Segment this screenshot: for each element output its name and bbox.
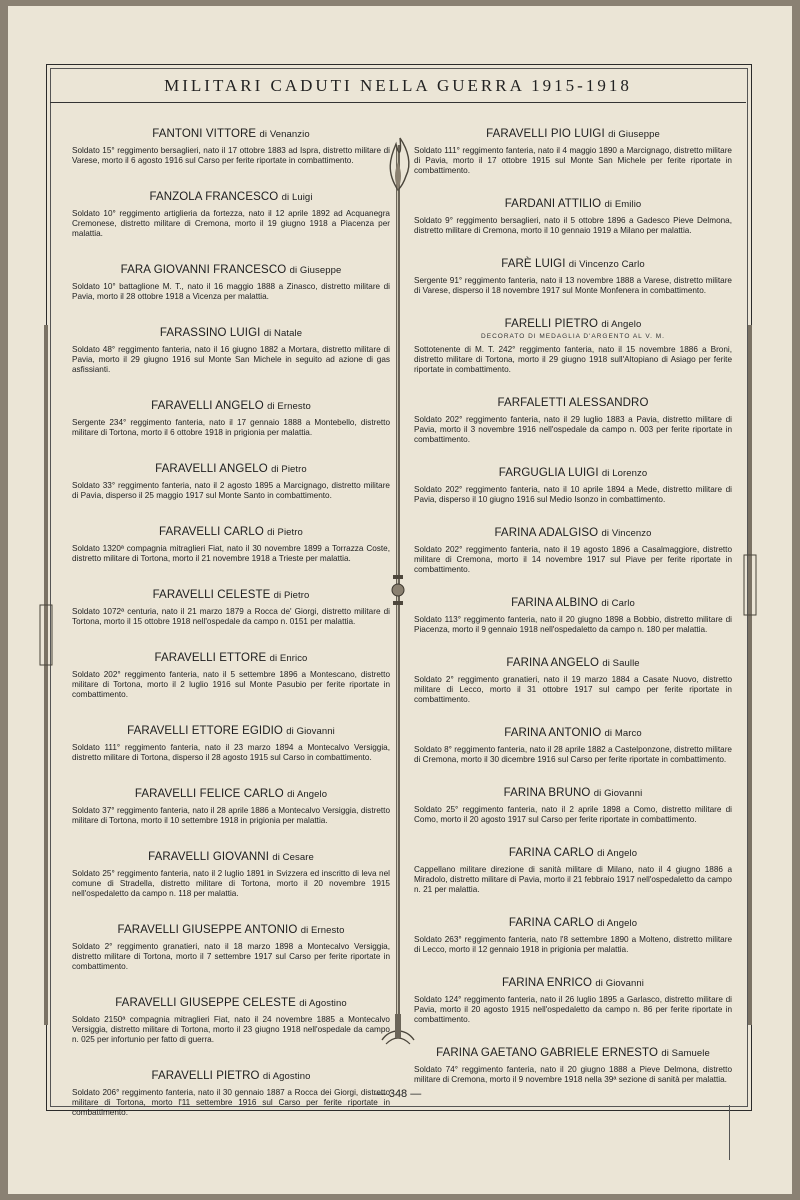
entry	[72, 924, 390, 972]
entry-text: Cappellano militare direzione di sanità militare di Milano, nato il 4 giugno 1886 a Miradolo, distretto militare di Pavia, morto il 21 febbraio 1917 nell'ospedaletto da campo n. 21 per malattia.	[414, 865, 732, 894]
entry-patronymic: di Vincenzo	[601, 528, 652, 539]
entry-surname: FARAVELLI GIUSEPPE ANTONIO	[117, 924, 298, 936]
entry-surname: FARINA BRUNO	[503, 787, 591, 799]
entry-surname: FARGUGLIA LUIGI	[498, 467, 599, 479]
entry-text: Soldato 15° reggimento bersaglieri, nato il 17 ottobre 1883 ad Ispra, distretto militare di Varese, morto il 6 agosto 1916 sul Carso per ferite riportate in combattimento.	[72, 146, 390, 165]
entry-name	[72, 725, 390, 737]
entry-surname: FARELLI PIETRO	[504, 318, 599, 330]
entry-surname: FARAVELLI CELESTE	[152, 589, 271, 601]
entry-name	[72, 851, 390, 863]
entry-name	[72, 1070, 390, 1082]
right-side-ornament	[740, 325, 760, 1025]
entry-surname: FARINA CARLO	[508, 847, 594, 859]
entry-text: Soldato 33° reggimento fanteria, nato il 2 agosto 1895 a Marcignago, distretto militare di Pavia, disperso il 25 maggio 1917 sul Monte Santo in combattimento.	[72, 481, 390, 500]
entry-surname: FARINA ANTONIO	[504, 727, 602, 739]
entry	[72, 851, 390, 899]
entry-patronymic: di Carlo	[601, 598, 635, 609]
left-column	[72, 128, 390, 1143]
entry	[414, 597, 732, 635]
entry-text: Soldato 2° reggimento granatieri, nato il 19 marzo 1884 a Casate Nuovo, distretto militare di Lecco, morto il 31 ottobre 1917 sul campo per ferite riportate in combattimento.	[414, 675, 732, 704]
entry-patronymic: di Giuseppe	[289, 265, 342, 276]
entry-text: Soldato 74° reggimento fanteria, nato il 20 giugno 1888 a Pieve Delmona, distretto militare di Cremona, morto il 9 novembre 1918 nella 39ª sezione di sanità per malattia.	[414, 1065, 732, 1084]
entry	[414, 657, 732, 705]
entry-text: Soldato 124° reggimento fanteria, nato il 26 luglio 1895 a Garlasco, distretto militare di Pavia, morto il 20 agosto 1915 nell'ospedaletto da campo n. 86 per ferite riportate in combattimento.	[414, 995, 732, 1024]
entry-text: Soldato 113° reggimento fanteria, nato il 20 giugno 1898 a Bobbio, distretto militare di Piacenza, morto il 9 gennaio 1918 nell'ospedaletto da campo n. 180 per malattia.	[414, 615, 732, 634]
entry-name	[414, 1047, 732, 1059]
entry	[414, 727, 732, 765]
entry-patronymic: di Natale	[263, 328, 303, 339]
entry	[414, 1047, 732, 1085]
entry-surname: FARINA ADALGISO	[494, 527, 599, 539]
entry-name	[414, 787, 732, 799]
entry-surname: FARINA ANGELO	[506, 657, 600, 669]
entry-surname: FARAVELLI GIOVANNI	[148, 851, 270, 863]
entry-patronymic: di Pietro	[267, 527, 303, 538]
central-column-ornament	[391, 145, 405, 1035]
entry	[414, 397, 732, 445]
entry-name	[72, 400, 390, 412]
entry-patronymic: di Angelo	[597, 848, 638, 859]
entry-patronymic: di Giovanni	[595, 978, 645, 989]
entry-surname: FARAVELLI GIUSEPPE CELESTE	[115, 997, 296, 1009]
entry-text: Soldato 10° reggimento artiglieria da fortezza, nato il 12 aprile 1892 ad Acquanegra Cremonese, distretto militare di Cremona, morto il 19 giugno 1918 a Piacenza per malattia.	[72, 209, 390, 238]
entry	[72, 997, 390, 1045]
entry-patronymic: di Saulle	[602, 658, 640, 669]
entry-text: Soldato 202° reggimento fanteria, nato il 29 luglio 1883 a Pavia, distretto militare di Pavia, morto il 3 novembre 1916 nell'ospedale da campo n. 003 per ferite riportate in combattimento.	[414, 415, 732, 444]
entry-surname: FARAVELLI PIO LUIGI	[486, 128, 605, 140]
entry-patronymic: di Samuele	[661, 1048, 710, 1059]
entry-text: Soldato 206° reggimento fanteria, nato il 30 gennaio 1887 a Rocca dei Giorgi, distretto militare di Tortona, morto l'11 settembre 1916 sul Carso per ferite riportate in combattimento.	[72, 1088, 390, 1117]
entry	[72, 327, 390, 375]
entry-name	[414, 597, 732, 609]
entry-patronymic: di Marco	[604, 728, 642, 739]
entry-text: Sergente 91° reggimento fanteria, nato il 13 novembre 1888 a Varese, distretto militare di Varese, disperso il 18 novembre 1917 sul Monte Monfenera in combattimento.	[414, 276, 732, 295]
entry-surname: FARAVELLI ETTORE	[154, 652, 267, 664]
entry	[414, 917, 732, 955]
left-side-ornament	[36, 325, 56, 1025]
entry-text: Soldato 48° reggimento fanteria, nato il 16 giugno 1882 a Mortara, distretto militare di Pavia, morto il 29 giugno 1916 sul Monte San Michele in seguito ad azione di gas asfissianti.	[72, 345, 390, 374]
entry-name	[72, 788, 390, 800]
entry-text: Soldato 25° reggimento fanteria, nato il 2 aprile 1898 a Como, distretto militare di Como, morto il 20 agosto 1917 sul Carso per ferite riportate in combattimento.	[414, 805, 732, 824]
entry-text: Soldato 9° reggimento bersaglieri, nato il 5 ottobre 1896 a Gadesco Pieve Delmona, distretto militare di Cremona, morto il 10 gennaio 1919 a Milano per malattia.	[414, 216, 732, 235]
entry-text: Soldato 202° reggimento fanteria, nato il 10 aprile 1894 a Mede, distretto militare di Pavia, disperso il 10 giugno 1916 sul Medio Isonzo in combattimento.	[414, 485, 732, 504]
entry-name	[72, 924, 390, 936]
entry-patronymic: di Angelo	[597, 918, 638, 929]
entry	[72, 652, 390, 700]
entry-text: Soldato 2° reggimento granatieri, nato il 18 marzo 1898 a Montecalvo Versiggia, distretto militare di Tortona, morto il 7 settembre 1917 sul Carso per ferite riportate in combattimento.	[72, 942, 390, 971]
entry-surname: FARINA ALBINO	[511, 597, 599, 609]
page-header	[50, 70, 746, 103]
entry-surname: FARÈ LUIGI	[501, 258, 566, 270]
entry-patronymic: di Lorenzo	[601, 468, 648, 479]
entry-text: Soldato 8° reggimento fanteria, nato il 28 aprile 1882 a Castelponzone, distretto militare di Cremona, morto il 30 dicembre 1916 sul Carso per ferite riportate in combattimento.	[414, 745, 732, 764]
entry-text: Soldato 111° reggimento fanteria, nato il 4 maggio 1890 a Marcignago, distretto militare di Pavia, morto il 17 ottobre 1915 sul Monte San Michele per ferite riportate in combattimento.	[414, 146, 732, 175]
entry-patronymic: di Pietro	[271, 464, 307, 475]
entry-surname: FARFALETTI ALESSANDRO	[497, 397, 649, 409]
entry-surname: FARINA ENRICO	[501, 977, 593, 989]
entry-name	[414, 128, 732, 140]
entry-patronymic: di Cesare	[272, 852, 314, 863]
entry-name	[414, 258, 732, 270]
entry-patronymic: di Angelo	[287, 789, 328, 800]
entry	[72, 463, 390, 501]
entry	[72, 526, 390, 564]
entry-patronymic: di Luigi	[281, 192, 313, 203]
entry-text: Soldato 202° reggimento fanteria, nato il 19 agosto 1896 a Casalmaggiore, distretto militare di Cremona, morto il 14 novembre 1917 sul Piave per ferite riportate in combattimento.	[414, 545, 732, 574]
entry	[414, 527, 732, 575]
entry-name	[414, 847, 732, 859]
right-column	[414, 128, 732, 1107]
entry-patronymic: di Ernesto	[300, 925, 345, 936]
entry	[414, 977, 732, 1025]
entry-surname: FANZOLA FRANCESCO	[149, 191, 279, 203]
page-number: — 348 —	[374, 1088, 422, 1100]
entry-name	[72, 526, 390, 538]
entry-name	[72, 327, 390, 339]
entry-decoration: DECORATO DI MEDAGLIA D'ARGENTO AL V. M.	[481, 333, 665, 340]
entry-surname: FARAVELLI CARLO	[159, 526, 264, 538]
entry	[72, 128, 390, 166]
entry-name	[72, 589, 390, 601]
entry-patronymic: di Emilio	[604, 199, 642, 210]
entry-name	[72, 264, 390, 276]
entry-text: Soldato 111° reggimento fanteria, nato il 23 marzo 1894 a Montecalvo Versiggia, distretto militare di Tortona, disperso il 28 agosto 1915 sul Carso in combattimento.	[72, 743, 390, 762]
entry-name	[72, 128, 390, 140]
entry-surname: FARAVELLI ETTORE EGIDIO	[127, 725, 283, 737]
entry-surname: FARAVELLI ANGELO	[151, 400, 264, 412]
entry-patronymic: di Angelo	[601, 319, 642, 330]
page-footer	[50, 1088, 746, 1100]
entry	[414, 467, 732, 505]
entry-surname: FARAVELLI FELICE CARLO	[134, 788, 284, 800]
entry-text: Soldato 2150ª compagnia mitraglieri Fiat, nato il 24 novembre 1885 a Montecalvo Versiggia, distretto militare di Tortona, morto il 23 giugno 1918 nell'ospedale da campo n. 025 per infortunio per fatto di guerra.	[72, 1015, 390, 1044]
entry-name	[414, 198, 732, 210]
entry-text: Soldato 1072ª centuria, nato il 21 marzo 1879 a Rocca de' Giorgi, distretto militare di Tortona, morto il 15 ottobre 1918 nell'ospedale da campo n. 0151 per malattia.	[72, 607, 390, 626]
entry	[72, 589, 390, 627]
entry	[414, 318, 732, 375]
entry-surname: FARASSINO LUIGI	[159, 327, 261, 339]
entry	[72, 725, 390, 763]
entry	[72, 400, 390, 438]
entry-surname: FARA GIOVANNI FRANCESCO	[120, 264, 287, 276]
entry-patronymic: di Agostino	[262, 1071, 311, 1082]
entry-text: Sottotenente di M. T. 242° reggimento fanteria, nato il 15 novembre 1886 a Broni, distretto militare di Tortona, morto il 29 giugno 1918 sull'Altopiano di Asiago per ferite riportate in combattimento.	[414, 345, 732, 374]
entry-surname: FARAVELLI ANGELO	[155, 463, 268, 475]
entry	[414, 258, 732, 296]
entry-name	[414, 467, 732, 479]
entry-patronymic: di Giuseppe	[608, 129, 660, 140]
entry-text: Soldato 25° reggimento fanteria, nato il 2 luglio 1891 in Svizzera ed inscritto di leva nel comune di Stradella, distretto militare di Tortona, morto il 20 novembre 1915 nell'ospedaletto da campo n. 118 per malattia.	[72, 869, 390, 898]
entry-text: Soldato 1320ª compagnia mitraglieri Fiat, nato il 30 novembre 1899 a Torrazza Coste, distretto militare di Tortona, morto il 21 novembre 1918 a Trieste per malattia.	[72, 544, 390, 563]
entry-name	[414, 657, 732, 669]
entry-name	[414, 917, 732, 929]
entry-name	[414, 527, 732, 539]
entry	[414, 128, 732, 176]
entry-name	[72, 463, 390, 475]
entry-name	[414, 977, 732, 989]
entry-patronymic: di Giovanni	[593, 788, 643, 799]
margin-line	[729, 1105, 730, 1160]
entry-surname: FANTONI VITTORE	[152, 128, 257, 140]
entry-surname: FARINA GAETANO GABRIELE ERNESTO	[436, 1047, 659, 1059]
entry-patronymic: di Venanzio	[259, 129, 310, 140]
entry-name	[414, 318, 732, 330]
entry-patronymic: di Vincenzo Carlo	[568, 259, 645, 270]
entry-patronymic: di Agostino	[299, 998, 347, 1009]
entry-text: Soldato 37° reggimento fanteria, nato il 28 aprile 1886 a Montecalvo Versiggia, distretto militare di Tortona, morto il 10 settembre 1918 in prigionia per malattia.	[72, 806, 390, 825]
entry-patronymic: di Pietro	[273, 590, 310, 601]
entry-name	[72, 652, 390, 664]
entry	[72, 788, 390, 826]
entry	[414, 847, 732, 895]
entry-name	[72, 997, 390, 1009]
entry-text: Soldato 10° battaglione M. T., nato il 16 maggio 1888 a Zinasco, distretto militare di Pavia, morto il 28 ottobre 1918 a Vicenza per malattia.	[72, 282, 390, 301]
entry-text: Soldato 263° reggimento fanteria, nato l'8 settembre 1890 a Molteno, distretto militare di Lecco, morto il 12 gennaio 1918 in prigionia per malattia.	[414, 935, 732, 954]
entry-patronymic: di Enrico	[269, 653, 308, 664]
entry-text: Sergente 234° reggimento fanteria, nato il 17 gennaio 1888 a Montebello, distretto militare di Tortona, morto il 6 ottobre 1918 in prigionia per malattia.	[72, 418, 390, 437]
entry	[72, 191, 390, 239]
page-title: MILITARI CADUTI NELLA GUERRA 1915-1918	[164, 76, 632, 95]
entry-name	[72, 191, 390, 203]
entry-surname: FARDANI ATTILIO	[504, 198, 602, 210]
entry-name	[414, 397, 732, 409]
entry-surname: FARAVELLI PIETRO	[151, 1070, 260, 1082]
entry-patronymic: di Ernesto	[267, 401, 311, 412]
entry	[414, 787, 732, 825]
entry-text: Soldato 202° reggimento fanteria, nato il 5 settembre 1896 a Montescano, distretto militare di Tortona, morto il 2 luglio 1916 sul Monte Pasubio per ferite riportate in combattimento.	[72, 670, 390, 699]
entry-surname: FARINA CARLO	[508, 917, 594, 929]
entry-name	[414, 727, 732, 739]
entry	[72, 264, 390, 302]
entry	[414, 198, 732, 236]
entry-patronymic: di Giovanni	[286, 726, 335, 737]
